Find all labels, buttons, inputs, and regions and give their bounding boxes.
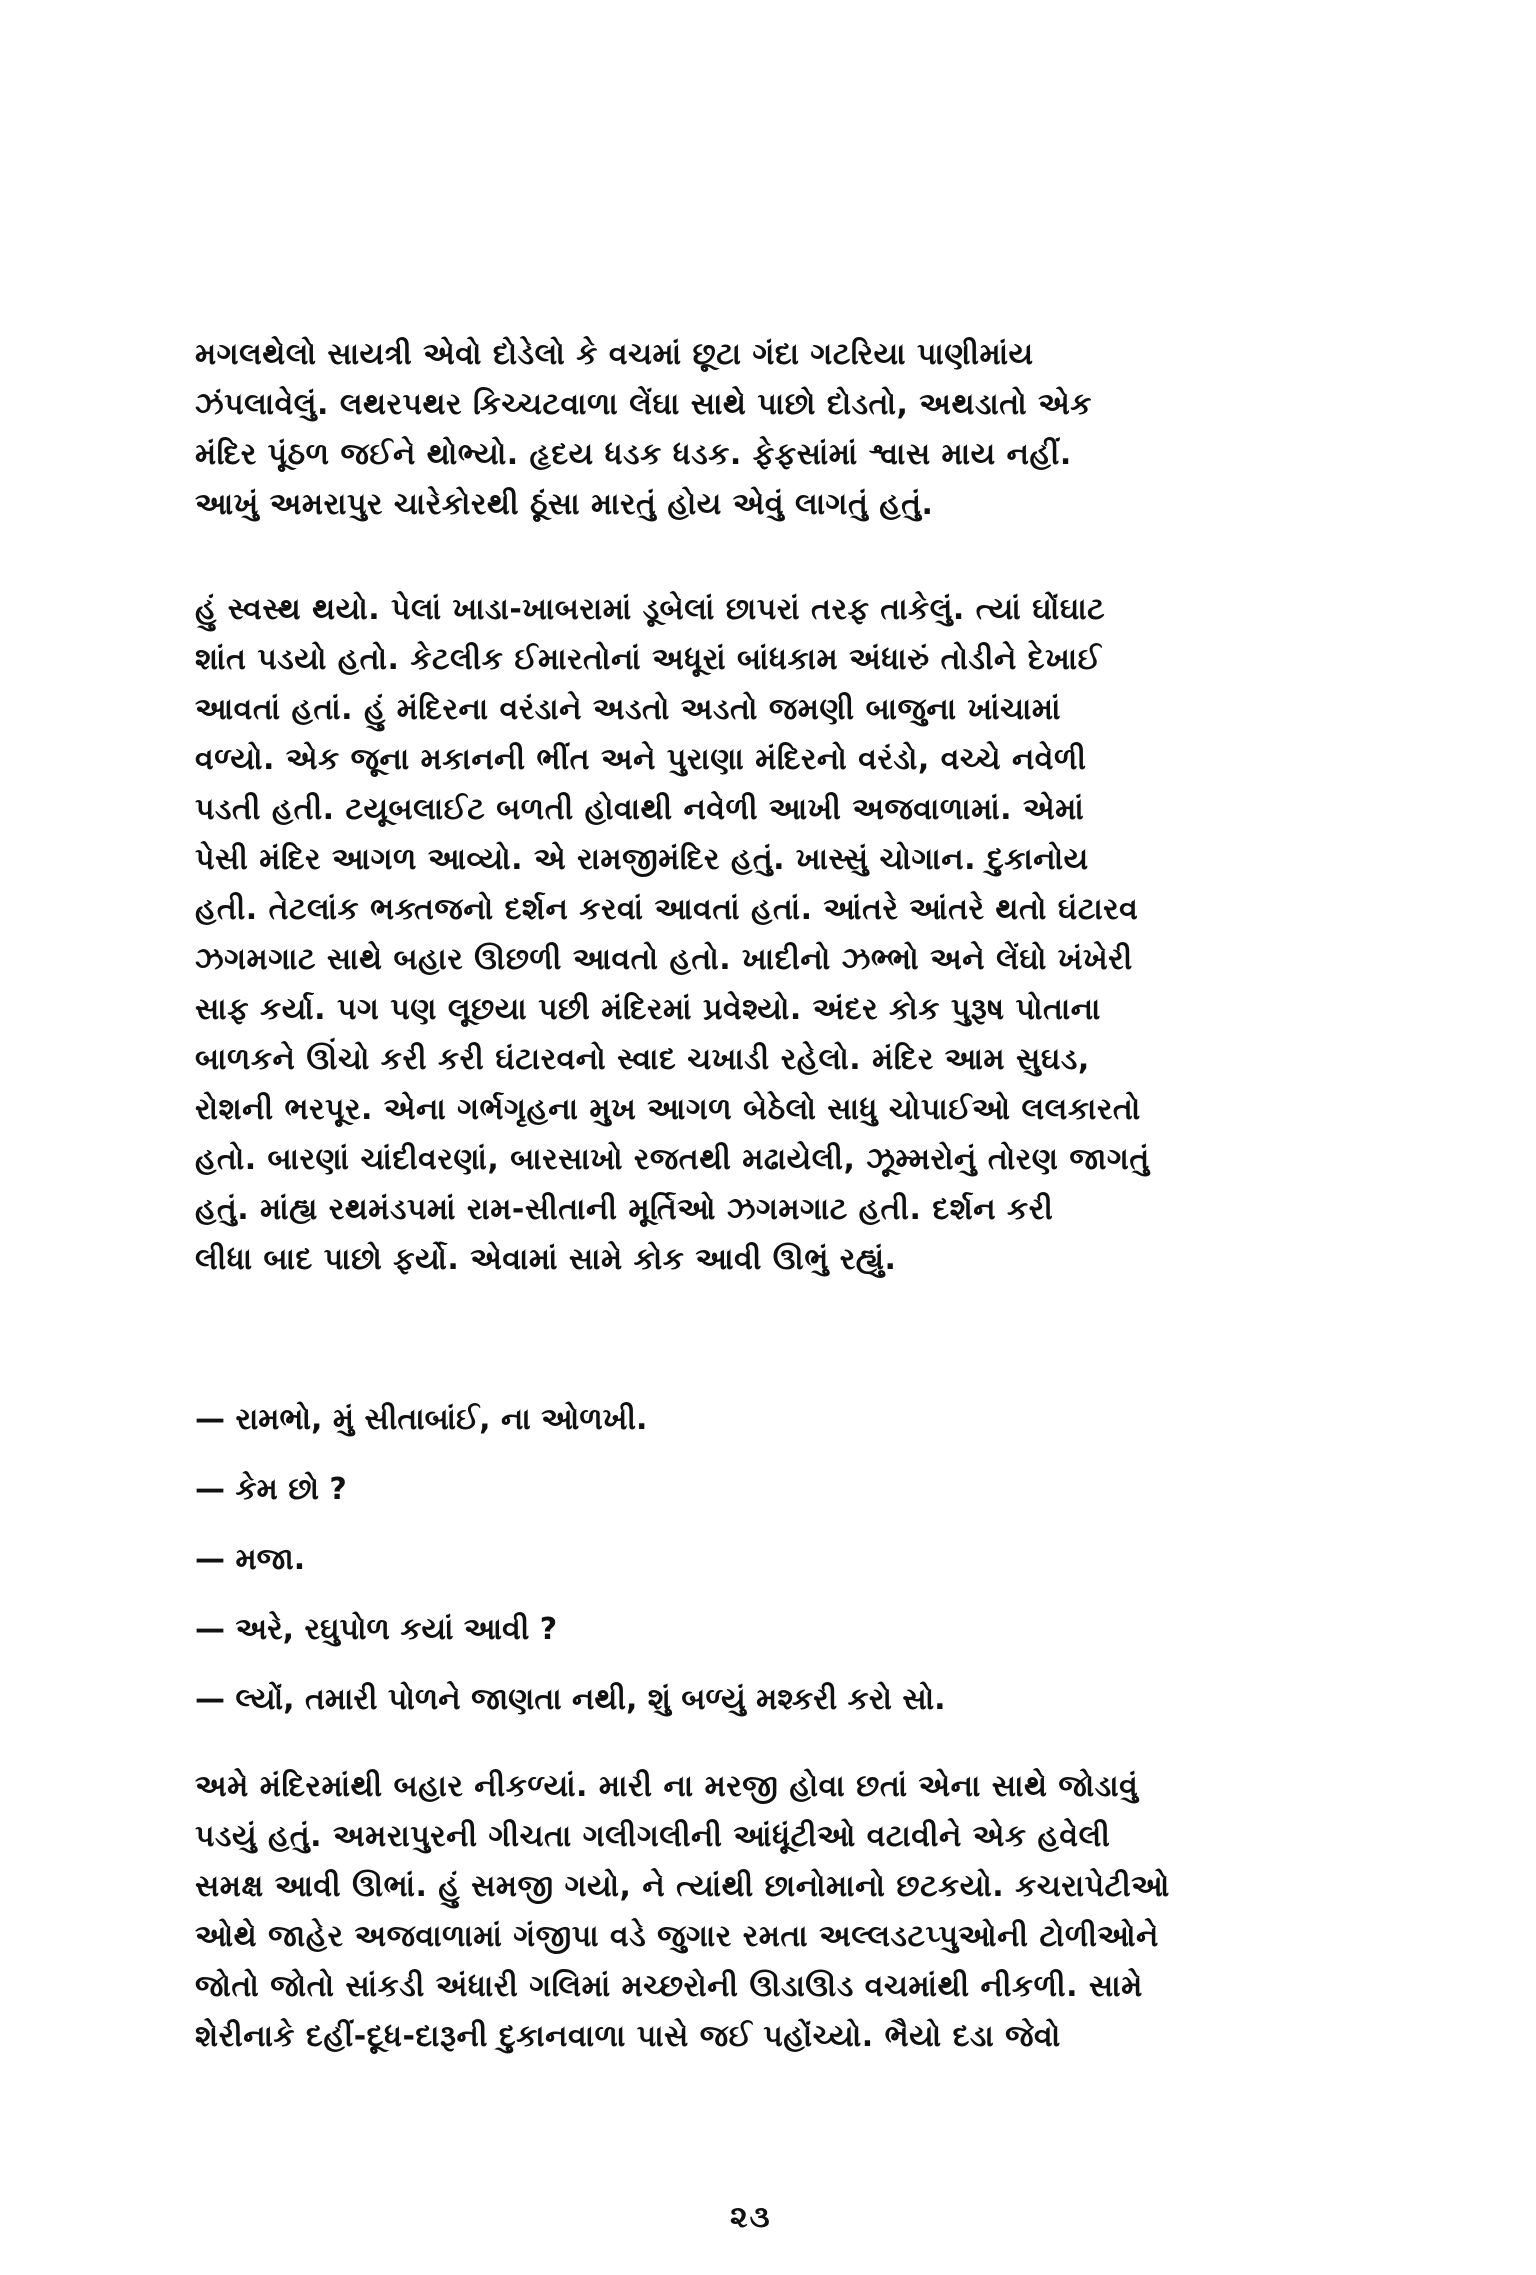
dialogue-line: — રામભો, મું સીતાબાંઈ, ના ઓળખી. (195, 1402, 648, 1437)
dialogue-line: — મજા. (195, 1542, 306, 1577)
dialogue-line: — લ્યોં, તમારી પોળને જાણતા નથી, શું બળ્યું મશ્કરી કરો સો. (195, 1682, 946, 1717)
paragraph-3-line: જોતો જોતો સાંકડી અંધારી ગલિમાં મચ્છરોની ઊડાઊડ વચમાંથી નીકળી. સામે (195, 1969, 1143, 2004)
paragraph-2-line: હું સ્વસ્થ થયો. પેલાં ખાડા-ખાબરામાં ડૂબેલાં છાપરાં તરફ તાકેલું. ત્યાં ઘોંઘાટ (195, 592, 1106, 627)
paragraph-1-line: ઝંપલાવેલું. લથરપથર કિચ્ચટવાળા લેંઘા સાથે પાછો દોડતો, અથડાતો એક (195, 387, 1092, 422)
paragraph-2-line: પેસી મંદિર આગળ આવ્યો. એ રામજીમંદિર હતું. ખાસ્સું ચોગાન. દુકાનોય (195, 842, 1089, 877)
paragraph-2-line: રોશની ભરપૂર. એના ગર્ભગૃહના મુખ આગળ બેઠેલો સાધુ ચોપાઈઓ લલકારતો (195, 1092, 1141, 1127)
paragraph-2-line: હતી. તેટલાંક ભક્તજનો દર્શન કરવાં આવતાં હતાં. આંતરે આંતરે થતો ઘંટારવ (195, 892, 1139, 927)
paragraph-2-line: બાળકને ઊંચો કરી કરી ઘંટારવનો સ્વાદ ચખાડી રહેલો. મંદિર આમ સુઘડ, (195, 1042, 1090, 1077)
paragraph-3-line: ઓથે જાહેર અજવાળામાં ગંજીપા વડે જુગાર રમતા અલ્લડટપ્પુઓની ટોળીઓને (195, 1919, 1159, 1954)
paragraph-3-line: પડયું હતું. અમરાપુરની ગીચતા ગલીગલીની આંધૂંટીઓ વટાવીને એક હવેલી (195, 1819, 1111, 1854)
dialogue-line: — કેમ છો ? (195, 1472, 347, 1507)
dialogue-line: — અરે, રઘુપોળ કયાં આવી ? (195, 1612, 558, 1647)
paragraph-2-line: સાફ કર્યા. પગ પણ લૂછયા પછી મંદિરમાં પ્રવેશ્યો. અંદર કોક પુરૂષ પોતાના (195, 992, 1101, 1027)
paragraph-2-line: હતો. બારણાં ચાંદીવરણાં, બારસાખો રજતથી મઢાયેલી, ઝૂમ્મરોનું તોરણ જાગતું (195, 1142, 1150, 1177)
paragraph-2-line: હતું. માંહ્ય રથમંડપમાં રામ-સીતાની મૂર્તિઓ ઝગમગાટ હતી. દર્શન કરી (195, 1192, 1054, 1227)
paragraph-3-line: સમક્ષ આવી ઊભાં. હું સમજી ગયો, ને ત્યાંથી છાનોમાનો છટકયો. કચરાપેટીઓ (195, 1869, 1170, 1904)
paragraph-3-line: અમે મંદિરમાંથી બહાર નીકળ્યાં. મારી ના મરજી હોવા છતાં એના સાથે જોડાવું (195, 1769, 1139, 1804)
paragraph-2-line: વળ્યો. એક જૂના મકાનની ભીંત અને પુરાણા મંદિરનો વરંડો, વચ્ચે નવેળી (195, 742, 1087, 777)
paragraph-2-line: ઝગમગાટ સાથે બહાર ઊછળી આવતો હતો. ખાદીનો ઝભ્ભો અને લેંઘો ખંખેરી (195, 942, 1133, 977)
paragraph-1-line: આખું અમરાપુર ચારેકોરથી ઠૂંસા મારતું હોય એવું લાગતું હતું. (195, 487, 934, 522)
paragraph-2-line: શાંત પડયો હતો. કેટલીક ઈમારતોનાં અધૂરાં બાંધકામ અંધારું તોડીને દેખાઈ (195, 642, 1102, 677)
paragraph-3-line: શેરીનાકે દહીં-દૂધ-દારૂની દુકાનવાળા પાસે જઈ પહોંચ્યો. ભૈયો દડા જેવો (195, 2019, 1061, 2054)
paragraph-2-line: પડતી હતી. ટયૂબલાઈટ બળતી હોવાથી નવેળી આખી અજવાળામાં. એમાં (195, 792, 1085, 827)
paragraph-1 (195, 330, 1375, 530)
paragraph-3 (195, 1762, 1375, 2062)
paragraph-1-line: મગલથેલો સાયત્રી એવો દોડેલો કે વચમાં છૂટા ગંદા ગટરિયા પાણીમાંય (195, 337, 1034, 372)
paragraph-2-line: લીધા બાદ પાછો ફર્યો. એવામાં સામે કોક આવી ઊભું રહ્યું. (195, 1242, 897, 1277)
paragraph-2 (195, 585, 1375, 1285)
paragraph-1-line: મંદિર પૂંઠળ જઈને થોભ્યો. હૃદય ધડક ધડક. ફેફસાંમાં શ્વાસ માય નહીં. (195, 437, 1072, 472)
page-number: ૨૩ (730, 2200, 772, 2235)
paragraph-2-line: આવતાં હતાં. હું મંદિરના વરંડાને અડતો અડતો જમણી બાજુના ખાંચામાં (195, 692, 1061, 727)
